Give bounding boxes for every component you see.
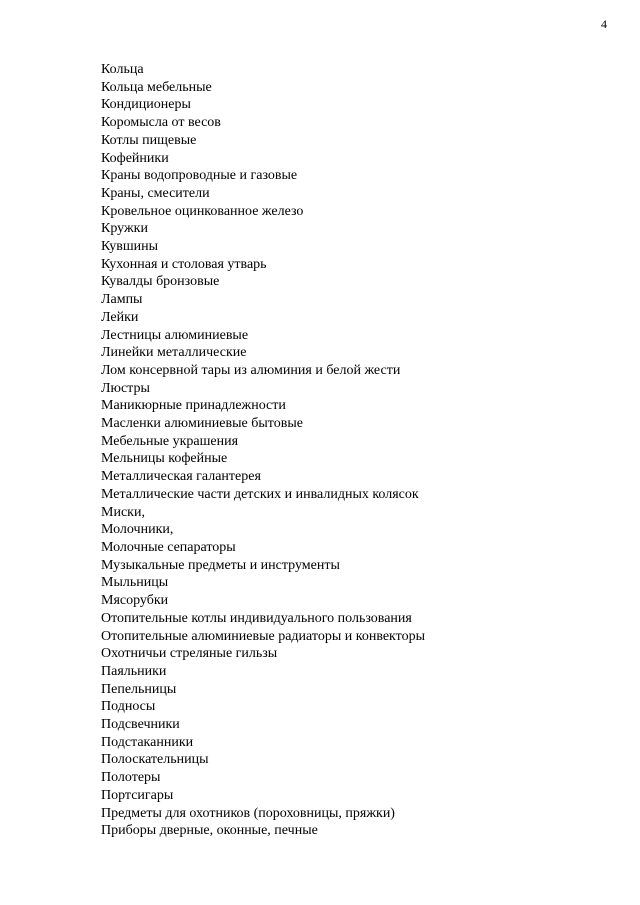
list-item: Портсигары <box>101 787 174 803</box>
list-item: Кровельное оцинкованное железо <box>101 203 304 219</box>
page-number: 4 <box>601 17 607 31</box>
list-item: Краны, смесители <box>101 185 210 201</box>
list-item: Молочники, <box>101 522 174 538</box>
list-item: Мясорубки <box>101 593 169 609</box>
list-item: Кухонная и столовая утварь <box>101 256 267 272</box>
list-item: Лейки <box>101 309 139 325</box>
list-item: Кофейники <box>101 150 169 166</box>
list-item: Маникюрные принадлежности <box>101 398 286 414</box>
list-item: Подносы <box>101 699 156 715</box>
list-item: Кувшины <box>101 239 159 255</box>
list-item: Котлы пищевые <box>101 132 197 148</box>
list-item: Мыльницы <box>101 575 169 591</box>
list-item: Музыкальные предметы и инструменты <box>101 557 340 573</box>
list-item: Молочные сепараторы <box>101 539 236 555</box>
list-item: Лом консервной тары из алюминия и белой жести <box>101 362 401 378</box>
list-item: Лампы <box>101 292 143 308</box>
list-item: Мельницы кофейные <box>101 451 228 467</box>
list-item: Лестницы алюминиевые <box>101 327 249 343</box>
list-item: Мебельные украшения <box>101 433 239 449</box>
list-item: Пепельницы <box>101 681 177 697</box>
list-item: Подстаканники <box>101 734 194 750</box>
list-item: Линейки металлические <box>101 345 247 361</box>
list-item: Кружки <box>101 221 148 237</box>
list-item: Отопительные котлы индивидуального пользования <box>101 610 412 626</box>
list-item: Полоскательницы <box>101 752 209 768</box>
list-item: Люстры <box>101 380 150 396</box>
list-item: Кольца <box>101 62 144 77</box>
list-item: Подсвечники <box>101 717 180 733</box>
list-item: Отопительные алюминиевые радиаторы и конвекторы <box>101 628 426 644</box>
list-item: Охотничьи стреляные гильзы <box>101 646 278 662</box>
list-item: Кольца мебельные <box>101 79 212 95</box>
list-item: Кувалды бронзовые <box>101 274 220 290</box>
list-item: Металлическая галантерея <box>101 469 261 485</box>
list-item: Краны водопроводные и газовые <box>101 168 298 184</box>
list-item: Коромысла от весов <box>101 115 221 131</box>
list-item: Полотеры <box>101 770 161 786</box>
list-item: Металлические части детских и инвалидных колясок <box>101 486 419 502</box>
item-list <box>101 61 425 840</box>
list-item: Паяльники <box>101 663 167 679</box>
list-item: Приборы дверные, оконные, печные <box>101 823 318 839</box>
list-item: Предметы для охотников (пороховницы, пряжки) <box>101 805 395 821</box>
list-item: Кондиционеры <box>101 97 191 113</box>
list-item: Масленки алюминиевые бытовые <box>101 416 303 432</box>
list-item: Миски, <box>101 504 145 520</box>
